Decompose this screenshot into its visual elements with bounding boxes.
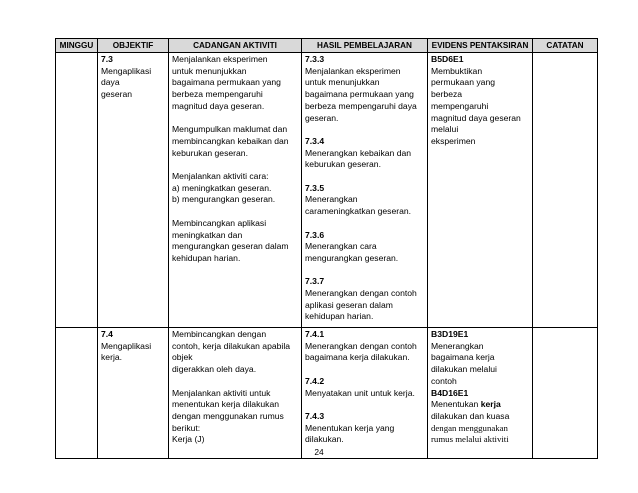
aktiviti-line: magnitud daya geseran. bbox=[172, 100, 265, 111]
evidens-line: dilakukan dan kuasa bbox=[431, 410, 510, 421]
header-aktiviti: CADANGAN AKTIVITI bbox=[169, 39, 302, 53]
hasil-code: 7.3.5 bbox=[305, 182, 325, 193]
evidens-code: B5D6E1 bbox=[431, 54, 464, 64]
hasil-line: kehidupan harian. bbox=[305, 311, 374, 322]
hasil-line: carameningkatkan geseran. bbox=[305, 206, 412, 217]
evidens-line: permukaan yang bbox=[431, 77, 496, 88]
aktiviti-line: berikut: bbox=[172, 422, 201, 433]
aktiviti-line: Membincangkan aplikasi bbox=[172, 217, 267, 228]
aktiviti-line: menentukan kerja dilakukan bbox=[172, 399, 280, 410]
objektif-code: 7.4 bbox=[101, 329, 113, 339]
hasil-line: Menyatakan unit untuk kerja. bbox=[305, 387, 415, 398]
rpt-table bbox=[55, 38, 598, 459]
header-evidens: EVIDENS PENTAKSIRAN bbox=[428, 39, 533, 53]
page-number: 24 bbox=[314, 447, 324, 457]
aktiviti-line: Mengumpulkan maklumat dan bbox=[172, 124, 288, 135]
hasil-line: berbeza mempengaruhi daya bbox=[305, 100, 417, 111]
table-row bbox=[56, 328, 598, 459]
hasil-line: aplikasi geseran dalam bbox=[305, 299, 393, 310]
evidens-line-pre: Menentukan bbox=[431, 399, 481, 410]
objektif-cell bbox=[98, 328, 169, 459]
hasil-code: 7.4.3 bbox=[305, 410, 325, 421]
hasil-line: Menerangkan cara bbox=[305, 241, 377, 252]
hasil-line: Menentukan kerja yang bbox=[305, 422, 395, 433]
evidens-code: B4D16E1 bbox=[431, 387, 469, 398]
minggu-cell bbox=[56, 328, 98, 459]
hasil-line: geseran. bbox=[305, 112, 339, 123]
evidens-line: dilakukan melalui bbox=[431, 364, 497, 375]
evidens-code: B3D19E1 bbox=[431, 329, 469, 339]
evidens-line-mixed bbox=[431, 399, 529, 411]
hasil-line: Menerangkan dengan contoh bbox=[305, 340, 417, 351]
aktiviti-line: Kerja (J) bbox=[172, 434, 205, 445]
hasil-line: bagaimana kerja dilakukan. bbox=[305, 352, 410, 363]
evidens-line: dengan menggunakan bbox=[431, 422, 508, 433]
header-row bbox=[56, 39, 598, 53]
evidens-line: eksperimen bbox=[431, 135, 476, 146]
objektif-code: 7.3 bbox=[101, 54, 113, 64]
aktiviti-line: bagaimana permukaan yang bbox=[172, 77, 281, 88]
hasil-line: Menerangkan dengan contoh bbox=[305, 288, 417, 298]
aktiviti-line: Menjalankan aktiviti untuk bbox=[172, 387, 271, 398]
evidens-line: Menerangkan bbox=[431, 340, 484, 351]
aktiviti-line: untuk menunjukkan bbox=[172, 65, 247, 76]
objektif-line: daya bbox=[101, 77, 120, 88]
header-catatan: CATATAN bbox=[533, 39, 598, 53]
aktiviti-line: a) meningkatkan geseran. bbox=[172, 182, 272, 193]
evidens-line: mempengaruhi bbox=[431, 100, 489, 111]
evidens-line: magnitud daya geseran bbox=[431, 112, 521, 123]
evidens-cell bbox=[428, 328, 533, 459]
aktiviti-line: Menjalankan aktiviti cara: bbox=[172, 171, 269, 181]
hasil-code: 7.3.6 bbox=[305, 229, 325, 240]
hasil-line: untuk menunjukkan bbox=[305, 77, 380, 88]
hasil-code: 7.4.1 bbox=[305, 329, 325, 339]
catatan-cell bbox=[533, 53, 598, 328]
evidens-line: melalui bbox=[431, 124, 459, 135]
hasil-line: mengurangkan geseran. bbox=[305, 252, 399, 263]
aktiviti-line: Menjalankan eksperimen bbox=[172, 54, 268, 64]
hasil-code: 7.3.4 bbox=[305, 135, 325, 146]
evidens-line: contoh bbox=[431, 375, 457, 386]
hasil-cell bbox=[302, 328, 428, 459]
objektif-line: geseran bbox=[101, 89, 133, 100]
hasil-code: 7.4.2 bbox=[305, 375, 325, 386]
header-hasil: HASIL PEMBELAJARAN bbox=[302, 39, 428, 53]
hasil-line: keburukan geseran. bbox=[305, 159, 381, 170]
objektif-line: Mengaplikasi bbox=[101, 65, 152, 76]
hasil-line: Menerangkan kebaikan dan bbox=[305, 147, 412, 158]
aktiviti-line: meningkatkan dan bbox=[172, 229, 243, 240]
aktiviti-line: keburukan geseran. bbox=[172, 147, 248, 158]
evidens-line: Membuktikan bbox=[431, 65, 483, 76]
aktiviti-line: digerakkan oleh daya. bbox=[172, 364, 257, 375]
objektif-line: Mengaplikasi bbox=[101, 340, 152, 351]
evidens-line: rumus melalui aktiviti bbox=[431, 434, 509, 445]
hasil-line: Menjalankan eksperimen bbox=[305, 65, 401, 76]
evidens-line: bagaimana kerja bbox=[431, 352, 495, 363]
hasil-line: Menerangkan bbox=[305, 194, 358, 205]
header-minggu: MINGGU bbox=[56, 39, 98, 53]
aktiviti-line: mengurangkan geseran dalam bbox=[172, 241, 289, 252]
catatan-cell bbox=[533, 328, 598, 459]
aktiviti-line: b) mengurangkan geseran. bbox=[172, 194, 276, 205]
aktiviti-line: berbeza mempengaruhi bbox=[172, 89, 263, 100]
aktiviti-cell bbox=[169, 53, 302, 328]
aktiviti-line: kehidupan harian. bbox=[172, 252, 241, 263]
evidens-cell bbox=[428, 53, 533, 328]
aktiviti-line: objek bbox=[172, 352, 193, 363]
hasil-line: dilakukan. bbox=[305, 434, 344, 445]
table-row bbox=[56, 53, 598, 328]
aktiviti-cell bbox=[169, 328, 302, 459]
hasil-code: 7.3.7 bbox=[305, 276, 325, 287]
header-objektif: OBJEKTIF bbox=[98, 39, 169, 53]
aktiviti-line: dengan menggunakan rumus bbox=[172, 410, 284, 421]
aktiviti-line: Membincangkan dengan bbox=[172, 329, 267, 339]
minggu-cell bbox=[56, 53, 98, 328]
evidens-line-bold: kerja bbox=[480, 399, 501, 410]
hasil-line: bagaimana permukaan yang bbox=[305, 89, 414, 100]
objektif-line: kerja. bbox=[101, 352, 123, 363]
aktiviti-line: contoh, kerja dilakukan apabila bbox=[172, 340, 291, 351]
aktiviti-line: membincangkan kebaikan dan bbox=[172, 135, 289, 146]
hasil-cell bbox=[302, 53, 428, 328]
objektif-cell bbox=[98, 53, 169, 328]
evidens-line: berbeza bbox=[431, 89, 463, 100]
hasil-code: 7.3.3 bbox=[305, 54, 325, 64]
